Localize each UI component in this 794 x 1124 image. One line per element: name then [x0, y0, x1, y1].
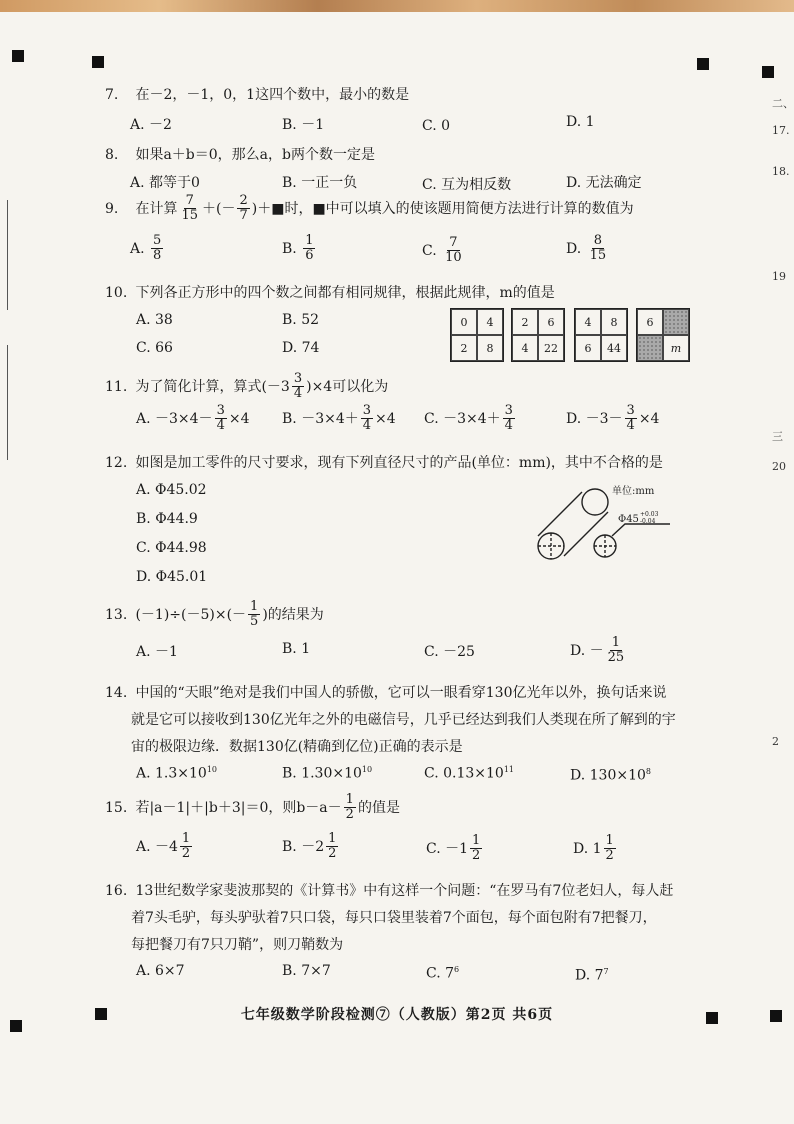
fraction — [344, 793, 356, 823]
option-text: D. －3－ — [566, 410, 623, 427]
fraction — [588, 234, 609, 264]
question-number: 13. — [105, 606, 128, 623]
option-text: C. 0.13×10 — [424, 765, 504, 782]
fraction-numerator: 8 — [593, 233, 603, 248]
square-cell: 6 — [538, 309, 564, 335]
question-stem-line: 每把餐刀有7只刀鞘”，则刀鞘数为 — [131, 937, 344, 953]
option-d[interactable] — [573, 834, 618, 864]
fraction-denominator: 15 — [181, 208, 198, 224]
question-number: 16. — [105, 883, 128, 899]
fraction — [470, 834, 482, 864]
option-d[interactable]: D. Φ45.01 — [136, 569, 208, 585]
question-9 — [105, 194, 634, 224]
fraction-numerator: 1 — [250, 599, 259, 614]
fraction-denominator: 2 — [472, 848, 481, 864]
fraction-numerator: 3 — [293, 371, 303, 386]
option-label: B. — [282, 240, 297, 257]
fraction-numerator: 3 — [504, 403, 513, 418]
option-b[interactable] — [282, 832, 340, 862]
cylinder-top — [582, 489, 608, 515]
top-scan-strip — [0, 0, 794, 12]
side-margin-text: 二、 — [772, 97, 794, 110]
fraction — [180, 832, 192, 862]
option-text: B. －2 — [282, 838, 325, 855]
option-c[interactable] — [426, 834, 484, 864]
fraction — [326, 832, 338, 862]
question-stem: )×4可以化为 — [306, 378, 389, 395]
option-b[interactable]: B. －1 — [282, 117, 325, 133]
fraction-denominator: 4 — [293, 386, 303, 402]
fraction-denominator: 4 — [626, 418, 635, 434]
fraction — [604, 834, 616, 864]
fraction-denominator: 4 — [216, 418, 225, 434]
option-c[interactable] — [424, 765, 514, 782]
square-cell: 0 — [451, 309, 477, 335]
fraction — [606, 636, 627, 666]
option-text: D. 130×10 — [570, 767, 646, 784]
exponent: 10 — [206, 765, 218, 774]
exponent: 10 — [361, 765, 373, 774]
question-stem: 在－2，－1，0，1这四个数中，最小的数是 — [135, 87, 410, 103]
question-stem: 如图是加工零件的尺寸要求，现有下列直径尺寸的产品(单位：mm)，其中不合格的是 — [135, 455, 663, 471]
question-number: 9. — [105, 200, 119, 217]
fraction-numerator: 3 — [216, 403, 225, 418]
option-a[interactable]: A. 6×7 — [136, 963, 185, 979]
option-b[interactable] — [282, 765, 372, 782]
question-stem-line: 着7头毛驴，每头驴驮着7只口袋，每只口袋里装着7个面包，每个面包附有7把餐刀， — [131, 910, 657, 926]
square-cell: 8 — [601, 309, 627, 335]
option-text: B. －3×4＋ — [282, 410, 359, 427]
option-text: C. 7 — [426, 965, 455, 982]
option-label: A. — [130, 240, 145, 257]
side-margin-text: 17. — [772, 124, 790, 137]
exponent: 11 — [503, 765, 515, 774]
question-7 — [105, 84, 409, 104]
cylinder-edge — [538, 492, 582, 536]
question-15 — [105, 793, 400, 823]
option-d[interactable]: D. 无法确定 — [566, 175, 642, 191]
option-text: A. －3×4－ — [136, 410, 213, 427]
question-8 — [105, 144, 375, 164]
question-stem: 如果a＋b＝0，那么a，b两个数一定是 — [135, 147, 375, 163]
square-cell: 6 — [575, 335, 601, 361]
question-number: 15. — [105, 799, 128, 816]
question-number: 10. — [105, 285, 128, 301]
option-text: ×4 — [228, 410, 250, 427]
figure-tolerance-lower: -0.04 — [640, 518, 656, 525]
question-number: 14. — [105, 685, 128, 701]
number-square — [511, 308, 565, 362]
option-a[interactable] — [136, 832, 194, 862]
fraction-numerator: 1 — [328, 831, 337, 846]
fraction — [151, 234, 163, 264]
fraction-numerator: 1 — [181, 831, 191, 846]
square-cell: 8 — [477, 335, 503, 361]
fraction — [303, 234, 315, 264]
fraction — [443, 236, 464, 266]
scan-edge-line — [7, 345, 8, 460]
square-cell: 22 — [538, 335, 564, 361]
part-figure — [530, 478, 710, 570]
option-text: ×4 — [638, 410, 660, 427]
figure-unit-label: 单位:mm — [612, 486, 655, 497]
fraction-numerator: 1 — [472, 833, 481, 848]
option-c[interactable] — [422, 236, 466, 266]
question-stem-line: 就是它可以接收到130亿光年之外的电磁信号，几乎已经达到我们人类现在所了解到的宇 — [131, 712, 676, 728]
option-b[interactable] — [282, 404, 396, 434]
option-a[interactable]: A. Φ45.02 — [136, 482, 207, 498]
fraction-denominator: 2 — [328, 846, 337, 862]
question-stem: ＋(－ — [202, 200, 236, 217]
option-a[interactable]: A. －2 — [130, 117, 172, 133]
fraction — [179, 194, 200, 224]
fraction-numerator: 7 — [185, 193, 194, 208]
figure-dimension: Φ45 — [618, 514, 639, 525]
question-number: 7. — [105, 87, 119, 103]
registration-mark — [92, 56, 104, 68]
option-c[interactable] — [424, 404, 517, 434]
shaded-cell — [637, 335, 663, 361]
option-label: D. — [566, 240, 582, 257]
fraction-denominator: 15 — [589, 248, 607, 264]
question-16 — [105, 880, 673, 900]
side-margin-text: 19 — [772, 270, 786, 283]
fraction-numerator: 7 — [449, 235, 458, 250]
question-stem: 若|a－1|＋|b＋3|＝0，则b－a－ — [135, 799, 342, 816]
option-a[interactable] — [136, 404, 249, 434]
option-text: A. －4 — [136, 838, 178, 855]
option-d[interactable] — [566, 404, 659, 434]
fraction — [237, 194, 249, 224]
registration-mark — [762, 66, 774, 78]
option-d[interactable] — [566, 234, 610, 264]
fraction-denominator: 4 — [504, 418, 513, 434]
exponent: 8 — [645, 767, 651, 776]
option-b[interactable]: B. 52 — [282, 312, 320, 328]
option-a[interactable]: A. －1 — [136, 644, 178, 660]
option-a[interactable]: A. 都等于0 — [130, 175, 200, 191]
fraction — [248, 600, 260, 630]
fraction-denominator: 2 — [605, 848, 614, 864]
figure-tolerance-upper: +0.03 — [640, 511, 659, 518]
option-c[interactable]: C. 0 — [422, 118, 451, 134]
fraction — [361, 404, 373, 434]
exponent: 7 — [603, 967, 609, 976]
square-cell: 6 — [637, 309, 663, 335]
fraction-denominator: 6 — [305, 248, 314, 264]
option-text: D. 1 — [573, 840, 602, 857]
square-cell: 44 — [601, 335, 627, 361]
option-b[interactable]: B. 7×7 — [282, 963, 331, 979]
option-b[interactable]: B. Φ44.9 — [136, 511, 198, 527]
cylinder-edge — [564, 512, 608, 556]
fraction-numerator: 1 — [605, 833, 614, 848]
option-c[interactable]: C. 互为相反数 — [422, 177, 512, 193]
side-margin-text: 18. — [772, 165, 790, 178]
fraction-numerator: 1 — [611, 635, 621, 650]
side-margin-text: 2 — [772, 735, 779, 748]
question-stem: 的值是 — [357, 799, 400, 816]
fraction-denominator: 7 — [239, 208, 248, 224]
question-11 — [105, 372, 388, 402]
square-cell: 2 — [451, 335, 477, 361]
question-stem: )的结果为 — [262, 606, 324, 623]
option-c[interactable]: C. 66 — [136, 340, 173, 356]
option-a[interactable]: A. 38 — [136, 312, 173, 328]
fraction-numerator: 3 — [626, 403, 635, 418]
option-text: D. － — [570, 642, 604, 659]
question-number: 11. — [105, 378, 128, 395]
fraction — [292, 372, 304, 402]
option-d[interactable]: D. 74 — [282, 340, 320, 356]
option-c[interactable]: C. Φ44.98 — [136, 540, 207, 556]
fraction-numerator: 5 — [153, 233, 162, 248]
question-number: 8. — [105, 147, 119, 163]
fraction — [503, 404, 515, 434]
question-stem: (－1)÷(－5)×(－ — [135, 606, 247, 623]
fraction — [625, 404, 637, 434]
fraction-denominator: 2 — [345, 807, 354, 823]
page-footer: 七年级数学阶段检测⑦（人教版）第2页 共6页 — [240, 1007, 554, 1023]
option-a[interactable] — [130, 234, 165, 264]
option-text: ×4 — [375, 410, 396, 427]
fraction-denominator: 10 — [445, 250, 462, 266]
option-d[interactable] — [570, 636, 628, 666]
fraction-numerator: 1 — [345, 792, 354, 807]
option-text: B. 1.30×10 — [282, 765, 362, 782]
scan-edge-line — [7, 200, 8, 310]
side-margin-text: 三 — [772, 430, 783, 443]
option-b[interactable] — [282, 234, 317, 264]
square-cell: m — [663, 335, 689, 361]
fraction-denominator: 2 — [181, 846, 191, 862]
question-14 — [105, 682, 667, 702]
square-cell: 4 — [575, 309, 601, 335]
exponent: 6 — [454, 965, 460, 974]
question-10 — [105, 282, 555, 302]
number-square — [574, 308, 628, 362]
fraction-numerator: 1 — [305, 233, 314, 248]
question-stem: )＋■时，■中可以填入的使该题用简便方法进行计算的数值为 — [251, 200, 634, 217]
fraction-denominator: 25 — [607, 650, 625, 666]
fraction-denominator: 5 — [250, 614, 259, 630]
registration-mark — [12, 50, 24, 62]
question-13 — [105, 600, 324, 630]
square-cell: 4 — [477, 309, 503, 335]
question-12 — [105, 452, 663, 472]
fraction-numerator: 2 — [239, 193, 248, 208]
option-c[interactable] — [426, 965, 459, 982]
fraction-numerator: 3 — [362, 403, 372, 418]
option-b[interactable]: B. 1 — [282, 641, 311, 657]
option-d[interactable] — [575, 967, 609, 984]
question-stem: 下列各正方形中的四个数之间都有相同规律，根据此规律，m的值是 — [135, 285, 555, 301]
side-margin-text: 20 — [772, 460, 786, 473]
option-text: D. 7 — [575, 967, 604, 984]
number-square — [636, 308, 690, 362]
option-b[interactable]: B. 一正一负 — [282, 175, 358, 191]
square-cell: 4 — [512, 335, 538, 361]
option-text: A. 1.3×10 — [136, 765, 207, 782]
option-d[interactable] — [570, 767, 651, 784]
option-text: C. －1 — [426, 840, 469, 857]
option-c[interactable]: C. －25 — [424, 644, 475, 660]
question-stem-line: 13世纪数学家斐波那契的《计算书》中有这样一个问题：“在罗马有7位老妇人，每人赶 — [135, 883, 674, 899]
option-text: C. －3×4＋ — [424, 410, 501, 427]
question-stem-line: 中国的“天眼”绝对是我们中国人的骄傲，它可以一眼看穿130亿光年以外，换句话来说 — [135, 685, 667, 701]
square-cell: 2 — [512, 309, 538, 335]
shaded-cell — [663, 309, 689, 335]
question-stem-line: 宙的极限边缘．数据130亿(精确到亿位)正确的表示是 — [131, 739, 463, 755]
number-square — [450, 308, 504, 362]
option-d[interactable]: D. 1 — [566, 114, 595, 130]
fraction — [215, 404, 227, 434]
option-a[interactable] — [136, 765, 217, 782]
registration-mark — [697, 58, 709, 70]
question-stem: 为了简化计算，算式(－3 — [135, 378, 290, 395]
question-number: 12. — [105, 455, 128, 471]
fraction-denominator: 8 — [153, 248, 162, 264]
leader-line — [612, 524, 670, 536]
question-stem: 在计算 — [135, 200, 178, 217]
fraction-denominator: 4 — [362, 418, 372, 434]
option-label: C. — [422, 242, 437, 259]
